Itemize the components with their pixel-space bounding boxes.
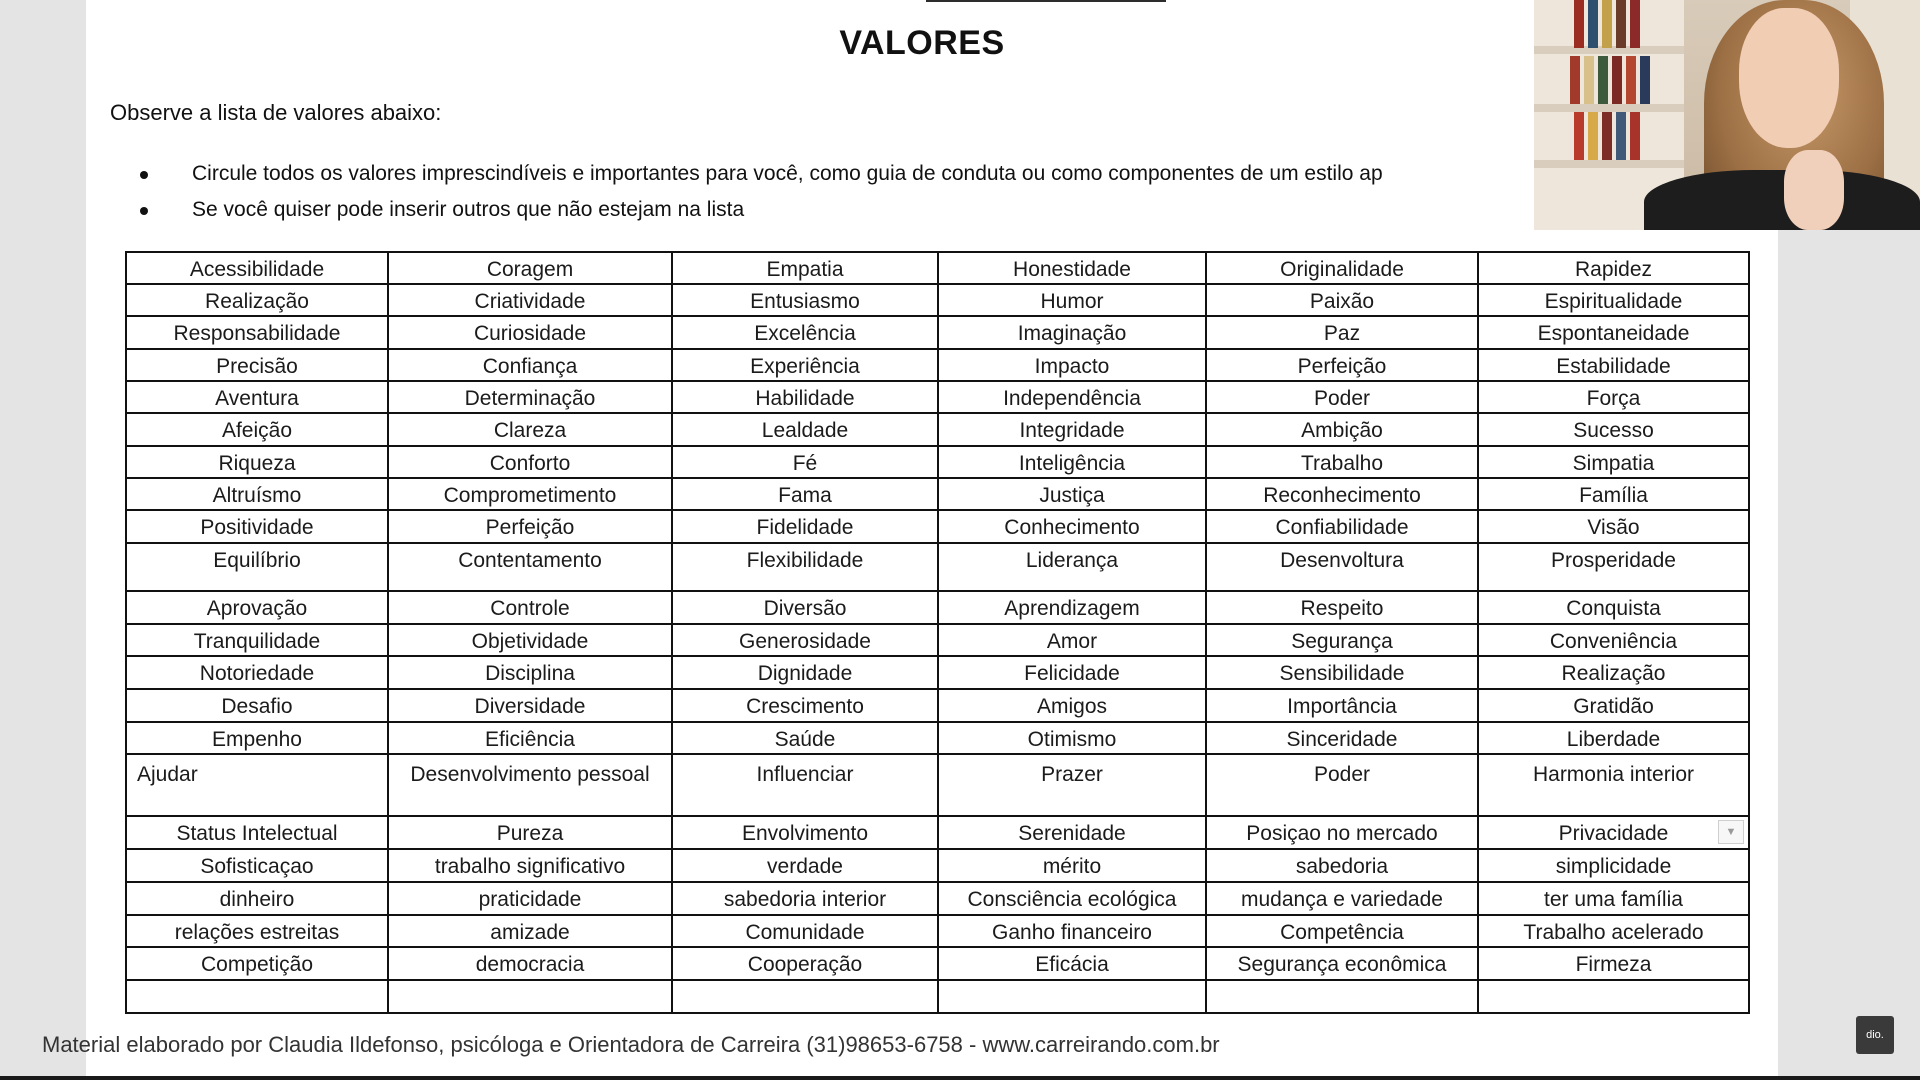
- value-cell[interactable]: Altruísmo: [126, 478, 388, 510]
- value-cell[interactable]: Objetividade: [388, 624, 672, 656]
- value-cell[interactable]: Impacto: [938, 349, 1206, 381]
- table-row: [126, 591, 1749, 624]
- value-cell[interactable]: Conquista: [1478, 591, 1749, 624]
- value-cell[interactable]: Confiabilidade: [1206, 510, 1478, 543]
- value-cell[interactable]: Poder: [1206, 381, 1478, 413]
- table-row: [126, 284, 1749, 316]
- value-cell[interactable]: Desafio: [126, 689, 388, 722]
- value-cell[interactable]: Determinação: [388, 381, 672, 413]
- table-row: [126, 624, 1749, 656]
- presenter-body: [1644, 170, 1920, 230]
- value-cell[interactable]: Trabalho: [1206, 446, 1478, 478]
- value-cell[interactable]: Ambição: [1206, 413, 1478, 446]
- value-cell[interactable]: Independência: [938, 381, 1206, 413]
- value-cell[interactable]: Clareza: [388, 413, 672, 446]
- value-cell[interactable]: Experiência: [672, 349, 938, 381]
- value-cell[interactable]: Firmeza: [1478, 947, 1749, 980]
- book: [1616, 0, 1626, 48]
- value-cell[interactable]: Sinceridade: [1206, 722, 1478, 754]
- value-cell[interactable]: Segurança: [1206, 624, 1478, 656]
- book: [1598, 56, 1608, 104]
- value-cell[interactable]: sabedoria interior: [672, 882, 938, 915]
- value-cell[interactable]: Eficácia: [938, 947, 1206, 980]
- value-cell[interactable]: Espontaneidade: [1478, 316, 1749, 349]
- value-cell[interactable]: Desenvolvimento pessoal: [388, 754, 672, 816]
- value-cell[interactable]: dinheiro: [126, 882, 388, 915]
- book: [1630, 0, 1640, 48]
- chevron-down-icon[interactable]: ▼: [1718, 820, 1744, 844]
- value-cell[interactable]: Disciplina: [388, 656, 672, 689]
- value-cell[interactable]: Influenciar: [672, 754, 938, 816]
- value-cell[interactable]: Reconhecimento: [1206, 478, 1478, 510]
- value-cell[interactable]: Confiança: [388, 349, 672, 381]
- value-cell[interactable]: Perfeição: [1206, 349, 1478, 381]
- value-cell[interactable]: Criatividade: [388, 284, 672, 316]
- value-cell[interactable]: Notoriedade: [126, 656, 388, 689]
- value-cell[interactable]: Ajudar: [126, 754, 388, 816]
- value-cell[interactable]: relações estreitas: [126, 915, 388, 947]
- value-cell[interactable]: simplicidade: [1478, 849, 1749, 882]
- value-cell[interactable]: Dignidade: [672, 656, 938, 689]
- value-cell[interactable]: [672, 980, 938, 1013]
- value-cell[interactable]: Visão: [1478, 510, 1749, 543]
- value-cell[interactable]: Amigos: [938, 689, 1206, 722]
- value-cell[interactable]: Honestidade: [938, 252, 1206, 284]
- value-cell[interactable]: Generosidade: [672, 624, 938, 656]
- book: [1640, 56, 1650, 104]
- value-cell[interactable]: Privacidade ▼: [1478, 816, 1749, 849]
- value-cell[interactable]: Liberdade: [1478, 722, 1749, 754]
- table-row: [126, 754, 1749, 816]
- value-cell[interactable]: amizade: [388, 915, 672, 947]
- value-cell[interactable]: Equilíbrio: [126, 543, 388, 591]
- value-cell[interactable]: Sucesso: [1478, 413, 1749, 446]
- value-cell[interactable]: Prazer: [938, 754, 1206, 816]
- value-cell[interactable]: Família: [1478, 478, 1749, 510]
- value-cell[interactable]: [126, 980, 388, 1013]
- value-cell[interactable]: Felicidade: [938, 656, 1206, 689]
- value-cell[interactable]: Importância: [1206, 689, 1478, 722]
- value-cell[interactable]: Desenvoltura: [1206, 543, 1478, 591]
- book: [1630, 112, 1640, 160]
- value-cell[interactable]: Comprometimento: [388, 478, 672, 510]
- value-cell[interactable]: Curiosidade: [388, 316, 672, 349]
- value-cell[interactable]: Habilidade: [672, 381, 938, 413]
- instruction-list: [110, 156, 1610, 228]
- table-row: [126, 816, 1749, 849]
- table-row: [126, 722, 1749, 754]
- value-cell[interactable]: Comunidade: [672, 915, 938, 947]
- value-cell[interactable]: Eficiência: [388, 722, 672, 754]
- value-cell[interactable]: Conhecimento: [938, 510, 1206, 543]
- value-cell[interactable]: democracia: [388, 947, 672, 980]
- table-row: [126, 252, 1749, 284]
- table-row: [126, 478, 1749, 510]
- value-cell[interactable]: Espiritualidade: [1478, 284, 1749, 316]
- value-cell[interactable]: Originalidade: [1206, 252, 1478, 284]
- table-row: [126, 980, 1749, 1013]
- table-row: [126, 882, 1749, 915]
- book: [1602, 0, 1612, 48]
- book: [1612, 56, 1622, 104]
- value-cell[interactable]: Positividade: [126, 510, 388, 543]
- value-cell[interactable]: ter uma família: [1478, 882, 1749, 915]
- value-cell[interactable]: [1206, 980, 1478, 1013]
- value-cell[interactable]: Prosperidade: [1478, 543, 1749, 591]
- footer-credit: Material elaborado por Claudia Ildefonso, psicóloga e Orientadora de Carreira (31)98653-6758 - www.carreirando.com.br: [42, 1032, 1220, 1057]
- value-cell[interactable]: Realização: [1478, 656, 1749, 689]
- value-cell[interactable]: Conforto: [388, 446, 672, 478]
- bullet-icon: [140, 171, 148, 179]
- value-cell[interactable]: Acessibilidade: [126, 252, 388, 284]
- value-cell[interactable]: Fidelidade: [672, 510, 938, 543]
- table-row: [126, 849, 1749, 882]
- value-cell[interactable]: Fama: [672, 478, 938, 510]
- table-row: [126, 413, 1749, 446]
- value-cell[interactable]: Força: [1478, 381, 1749, 413]
- table-row: [126, 349, 1749, 381]
- value-cell[interactable]: Realização: [126, 284, 388, 316]
- book: [1588, 0, 1598, 48]
- value-cell[interactable]: Humor: [938, 284, 1206, 316]
- value-cell[interactable]: Saúde: [672, 722, 938, 754]
- value-cell[interactable]: [388, 980, 672, 1013]
- value-cell[interactable]: Entusiasmo: [672, 284, 938, 316]
- book: [1626, 56, 1636, 104]
- value-cell[interactable]: Trabalho acelerado: [1478, 915, 1749, 947]
- value-cell[interactable]: Posiçao no mercado: [1206, 816, 1478, 849]
- table-row: [126, 947, 1749, 980]
- book: [1574, 112, 1584, 160]
- webcam-overlay: [1534, 0, 1920, 230]
- value-cell[interactable]: Empatia: [672, 252, 938, 284]
- value-cell[interactable]: mérito: [938, 849, 1206, 882]
- value-cell[interactable]: Consciência ecológica: [938, 882, 1206, 915]
- bullet-icon: [140, 207, 148, 215]
- value-cell[interactable]: Poder: [1206, 754, 1478, 816]
- value-cell[interactable]: Diversidade: [388, 689, 672, 722]
- value-cell[interactable]: Aventura: [126, 381, 388, 413]
- value-cell[interactable]: Otimismo: [938, 722, 1206, 754]
- table-row: [126, 656, 1749, 689]
- value-cell[interactable]: Liderança: [938, 543, 1206, 591]
- instruction-item: [110, 156, 1610, 192]
- value-cell[interactable]: Envolvimento: [672, 816, 938, 849]
- table-row: [126, 915, 1749, 947]
- value-cell[interactable]: Paz: [1206, 316, 1478, 349]
- book: [1588, 112, 1598, 160]
- presenter-face: [1739, 8, 1839, 148]
- value-cell[interactable]: Inteligência: [938, 446, 1206, 478]
- value-cell[interactable]: Conveniência: [1478, 624, 1749, 656]
- value-cell[interactable]: Aprovação: [126, 591, 388, 624]
- table-row: [126, 510, 1749, 543]
- value-cell[interactable]: Gratidão: [1478, 689, 1749, 722]
- values-table-body: [126, 252, 1749, 1013]
- intro-text: Observe a lista de valores abaixo:: [110, 100, 442, 125]
- value-cell[interactable]: Simpatia: [1478, 446, 1749, 478]
- instruction-text: Circule todos os valores imprescindíveis e importantes para você, como guia de conduta ou como componentes de um estilo ap: [192, 162, 1383, 185]
- value-cell[interactable]: Afeição: [126, 413, 388, 446]
- value-cell[interactable]: sabedoria: [1206, 849, 1478, 882]
- value-cell[interactable]: Respeito: [1206, 591, 1478, 624]
- bottom-bar: [0, 1076, 1920, 1080]
- value-cell[interactable]: trabalho significativo: [388, 849, 672, 882]
- value-cell[interactable]: Responsabilidade: [126, 316, 388, 349]
- value-cell[interactable]: Aprendizagem: [938, 591, 1206, 624]
- value-cell[interactable]: Integridade: [938, 413, 1206, 446]
- values-table: [125, 251, 1750, 1014]
- value-cell[interactable]: Sensibilidade: [1206, 656, 1478, 689]
- value-cell[interactable]: Competição: [126, 947, 388, 980]
- value-cell[interactable]: [938, 980, 1206, 1013]
- value-cell[interactable]: Riqueza: [126, 446, 388, 478]
- value-cell[interactable]: Imaginação: [938, 316, 1206, 349]
- value-cell[interactable]: Ganho financeiro: [938, 915, 1206, 947]
- book: [1570, 56, 1580, 104]
- table-row: [126, 381, 1749, 413]
- value-cell[interactable]: Justiça: [938, 478, 1206, 510]
- value-cell[interactable]: Empenho: [126, 722, 388, 754]
- value-cell[interactable]: Segurança econômica: [1206, 947, 1478, 980]
- top-rule: [926, 0, 1166, 2]
- book: [1574, 0, 1584, 48]
- value-cell[interactable]: [1478, 980, 1749, 1013]
- value-cell[interactable]: Paixão: [1206, 284, 1478, 316]
- value-cell[interactable]: Pureza: [388, 816, 672, 849]
- value-cell[interactable]: Rapidez: [1478, 252, 1749, 284]
- value-cell[interactable]: Serenidade: [938, 816, 1206, 849]
- value-cell[interactable]: praticidade: [388, 882, 672, 915]
- value-cell[interactable]: mudança e variedade: [1206, 882, 1478, 915]
- table-row: [126, 446, 1749, 478]
- value-cell[interactable]: Controle: [388, 591, 672, 624]
- value-cell[interactable]: Amor: [938, 624, 1206, 656]
- instruction-text: Se você quiser pode inserir outros que não estejam na lista: [192, 198, 745, 221]
- value-cell[interactable]: Competência: [1206, 915, 1478, 947]
- value-cell[interactable]: Crescimento: [672, 689, 938, 722]
- value-cell[interactable]: Status Intelectual: [126, 816, 388, 849]
- book: [1602, 112, 1612, 160]
- value-cell[interactable]: verdade: [672, 849, 938, 882]
- book: [1584, 56, 1594, 104]
- value-cell[interactable]: Fé: [672, 446, 938, 478]
- value-cell[interactable]: Precisão: [126, 349, 388, 381]
- value-cell[interactable]: Diversão: [672, 591, 938, 624]
- presenter-hands: [1784, 150, 1844, 230]
- table-row: [126, 543, 1749, 591]
- value-cell[interactable]: Perfeição: [388, 510, 672, 543]
- channel-logo: dio.: [1856, 1016, 1894, 1054]
- table-row: [126, 689, 1749, 722]
- value-cell[interactable]: Lealdade: [672, 413, 938, 446]
- value-cell[interactable]: Flexibilidade: [672, 543, 938, 591]
- value-cell[interactable]: Harmonia interior: [1478, 754, 1749, 816]
- value-cell[interactable]: Excelência: [672, 316, 938, 349]
- book: [1616, 112, 1626, 160]
- value-cell[interactable]: Coragem: [388, 252, 672, 284]
- shelf: [1534, 104, 1684, 112]
- value-cell[interactable]: Tranquilidade: [126, 624, 388, 656]
- table-row: [126, 316, 1749, 349]
- page-title: VALORES: [839, 24, 1005, 62]
- value-cell[interactable]: Sofisticaçao: [126, 849, 388, 882]
- instruction-item: [110, 192, 1610, 228]
- value-cell[interactable]: Contentamento: [388, 543, 672, 591]
- shelf: [1534, 160, 1684, 168]
- value-cell[interactable]: Estabilidade: [1478, 349, 1749, 381]
- value-cell[interactable]: Cooperação: [672, 947, 938, 980]
